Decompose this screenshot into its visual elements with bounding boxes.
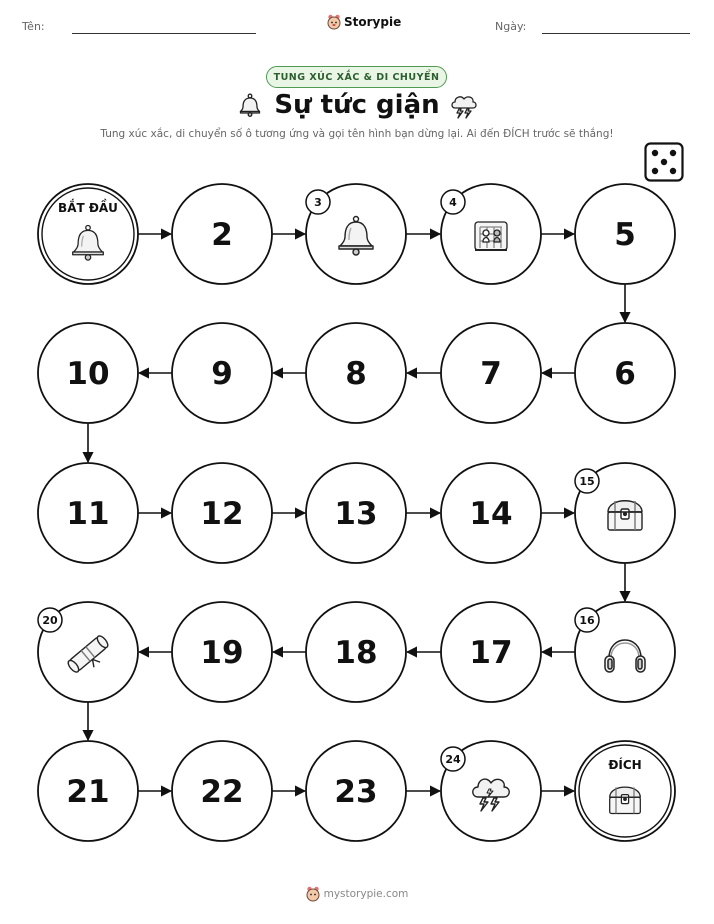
board-space-7[interactable] <box>441 323 541 423</box>
space-label: ĐÍCH <box>608 758 642 772</box>
date-label: Ngày: <box>495 20 527 33</box>
storypie-mascot-icon <box>306 886 320 902</box>
board-space-23[interactable] <box>306 741 406 841</box>
space-number: 21 <box>66 774 110 810</box>
board-space-2[interactable] <box>172 184 272 284</box>
name-label: Tên: <box>22 20 45 33</box>
space-number: 20 <box>42 614 58 627</box>
space-number: 13 <box>334 496 378 532</box>
space-number: 11 <box>66 496 110 532</box>
board-space-6[interactable] <box>575 323 675 423</box>
space-number: 8 <box>345 356 367 392</box>
board-space-5[interactable] <box>575 184 675 284</box>
board-space-20[interactable] <box>38 602 138 702</box>
space-label: BẮT ĐẦU <box>58 201 118 215</box>
treasure-chest-icon <box>610 787 641 813</box>
board-game-icon <box>475 222 507 250</box>
space-number: 5 <box>614 217 636 253</box>
board-space-4[interactable] <box>441 184 541 284</box>
board-space-9[interactable] <box>172 323 272 423</box>
board-space-11[interactable] <box>38 463 138 563</box>
board-space-19[interactable] <box>172 602 272 702</box>
board-space-10[interactable] <box>38 323 138 423</box>
board-space-8[interactable] <box>306 323 406 423</box>
space-number: 16 <box>579 614 595 627</box>
space-number: 6 <box>614 356 636 392</box>
board-space-15[interactable] <box>575 463 675 563</box>
space-number: 19 <box>200 635 244 671</box>
finish-space[interactable] <box>575 741 675 841</box>
space-number: 15 <box>579 475 595 488</box>
space-number: 17 <box>469 635 513 671</box>
game-type-badge: TUNG XÚC XẮC & DI CHUYỂN <box>266 66 447 88</box>
board-space-21[interactable] <box>38 741 138 841</box>
board-space-14[interactable] <box>441 463 541 563</box>
board-space-24[interactable] <box>441 741 541 841</box>
space-number: 3 <box>314 196 322 209</box>
space-number: 18 <box>334 635 378 671</box>
space-number: 14 <box>469 496 513 532</box>
board-space-16[interactable] <box>575 602 675 702</box>
board-space-12[interactable] <box>172 463 272 563</box>
space-number: 23 <box>334 774 378 810</box>
logo-text: Storypie <box>344 15 402 29</box>
board-space-22[interactable] <box>172 741 272 841</box>
board-space-3[interactable] <box>306 184 406 284</box>
space-number: 22 <box>200 774 244 810</box>
treasure-chest-icon <box>608 501 642 530</box>
space-number: 12 <box>200 496 244 532</box>
space-number: 4 <box>449 196 457 209</box>
space-number: 10 <box>66 356 110 392</box>
instructions: Tung xúc xắc, di chuyển số ô tương ứng và gọi tên hình bạn dừng lại. Ai đến ĐÍCH trước sẽ thắng! <box>100 128 614 140</box>
start-space[interactable] <box>38 184 138 284</box>
space-number: 9 <box>211 356 233 392</box>
board-space-18[interactable] <box>306 602 406 702</box>
footer-url[interactable]: mystorypie.com <box>323 888 409 900</box>
footer <box>0 886 714 902</box>
board-space-17[interactable] <box>441 602 541 702</box>
space-number: 24 <box>445 753 461 766</box>
space-number: 7 <box>480 356 502 392</box>
board-space-13[interactable] <box>306 463 406 563</box>
space-number: 2 <box>211 217 233 253</box>
page-title: Sự tức giận <box>274 90 440 120</box>
